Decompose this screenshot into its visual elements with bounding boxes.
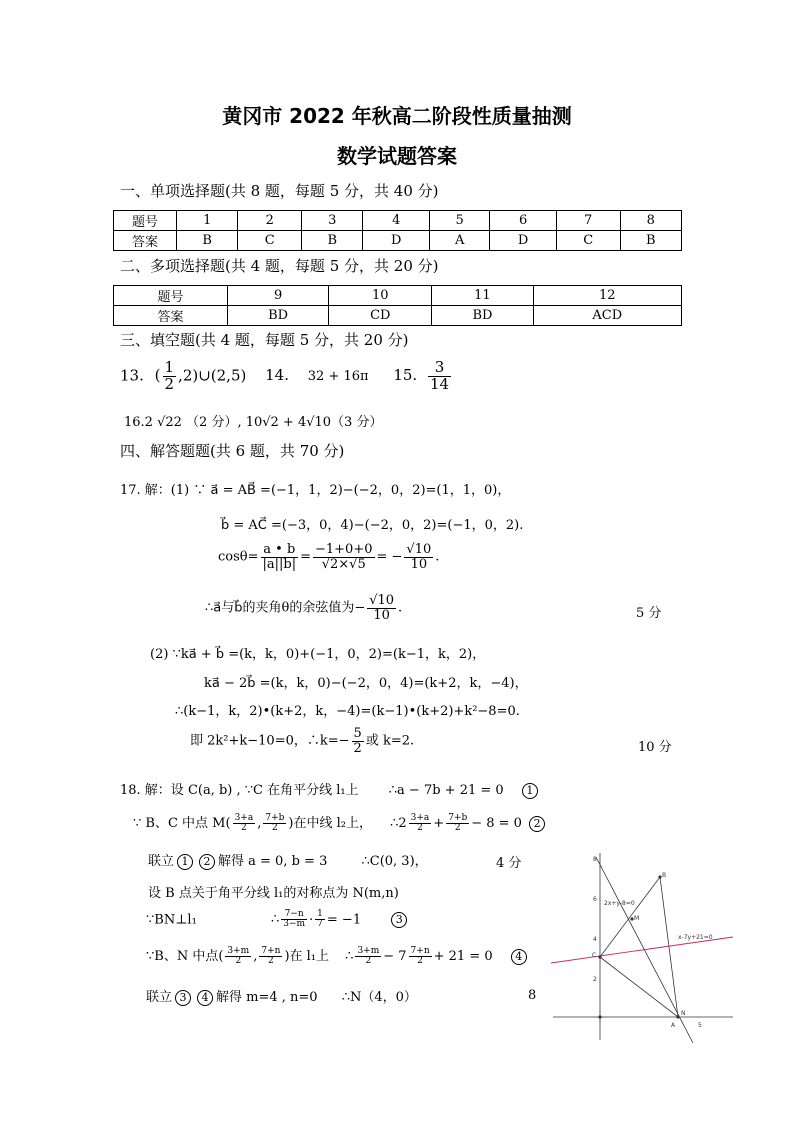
frac-num: 3+m <box>227 945 250 956</box>
p18-l2-b: )在中线 l₂上， <box>288 816 372 831</box>
q15-den: 14 <box>429 374 450 393</box>
x-tick-5: 5 <box>698 1022 702 1029</box>
table-cell: 1 <box>177 211 238 231</box>
table-header-cell: 题号 <box>114 211 177 231</box>
line2-label: 2x+y-8=0 <box>604 900 635 907</box>
table-row <box>114 306 682 326</box>
p18-line2: ∵ B、C 中点 M( $\frac{3+a}{2}$ , $\frac{7+b}{2}$ )在中线 l₂上， ∴2 $\frac{3+a}{2}$ + $\frac{7+b}{2}$ − 8 = 0 2 <box>133 812 548 833</box>
table-header-cell: 题号 <box>114 286 228 306</box>
p18-l6-c: ∴ <box>345 949 354 964</box>
solve-suffix: 或 k=2. <box>365 733 415 749</box>
q13-label: 13. <box>120 366 144 385</box>
frac-num: 3+a <box>410 812 430 823</box>
table-row <box>114 231 682 251</box>
q15-fraction <box>428 360 451 393</box>
p18-l6-d: − 7 <box>383 949 407 964</box>
frac-den: 7 <box>317 919 323 930</box>
p18-line1 <box>120 779 541 799</box>
conclusion-fraction <box>367 594 396 622</box>
cos-fraction-2 <box>313 543 375 571</box>
table-cell: 5 <box>429 211 489 231</box>
table-cell: ACD <box>533 306 681 326</box>
frac-num: a • b <box>261 543 299 558</box>
table-cell: B <box>620 231 681 251</box>
p18-line5 <box>146 910 410 930</box>
frac-den: |a||b| <box>262 556 297 572</box>
p18-l5-b: ∴ <box>270 912 280 928</box>
point-N <box>676 1015 679 1018</box>
frac-num: 7+b <box>448 812 468 823</box>
q14-label: 14. <box>265 366 289 385</box>
frac-num: 3+a <box>234 812 254 823</box>
label-C: C <box>592 952 597 959</box>
y-tick-8: 8 <box>593 856 597 863</box>
coordinate-figure <box>548 845 738 1045</box>
q14-answer: 32 + 16π <box>307 369 369 385</box>
table-header-cell: 答案 <box>114 306 228 326</box>
frac-den: 2 <box>454 823 461 833</box>
table-cell: D <box>363 231 429 251</box>
frac-num: 7+n <box>410 945 430 956</box>
circled-number: 1 <box>522 783 538 799</box>
p17-line2: b⃗ = AC⃗ =(−3，0，4)−(−2，0，2)=(−1，0，2). <box>221 518 524 533</box>
table-cell: B <box>302 231 363 251</box>
multi-choice-table <box>113 285 682 326</box>
line-CA <box>600 957 678 1017</box>
q15-label: 15. <box>393 366 418 385</box>
q16-answer: 16.2 √22 （2 分）, 10√2 + 4√10（3 分） <box>124 415 383 430</box>
q13-den: 2 <box>164 374 175 393</box>
frac-den: 2 <box>417 956 423 966</box>
frac-num: 7+n <box>261 945 281 956</box>
page-title: 黄冈市 2022 年秋高二阶段性质量抽测 <box>222 104 572 128</box>
p18-l2-a: ∵ B、C 中点 M( <box>133 816 231 831</box>
table-cell: 3 <box>302 211 363 231</box>
table-cell: 2 <box>238 211 302 231</box>
table-cell: 6 <box>490 211 556 231</box>
p18-l7-c: ∴N（4，0） <box>341 990 417 1005</box>
frac-num: 7+b <box>265 812 285 823</box>
p18-l1-text: 18. 解：设 C(a, b) , ∵C 在角平分线 l₁上 <box>120 783 359 798</box>
label-B: B <box>662 872 667 879</box>
origin <box>598 1015 601 1018</box>
p18-l2-d: + <box>433 816 445 831</box>
frac-num: √10 <box>369 593 395 608</box>
cos-fraction-3 <box>404 543 433 571</box>
frac-den: 2 <box>353 740 362 756</box>
section-multi-choice: 二、多项选择题(共 4 题，每题 5 分，共 20 分) <box>120 257 439 275</box>
p18-score-1: 4 分 <box>496 856 522 871</box>
table-cell: C <box>556 231 620 251</box>
frac-num: 5 <box>353 726 362 741</box>
p18-l6-b: )在 l₁上 <box>284 949 330 964</box>
p18-l6-a: ∵B、N 中点( <box>146 949 224 964</box>
table-row <box>114 211 682 231</box>
p17-line7: ∴(k−1，k，2)•(k+2，k，−4)=(k−1)•(k+2)+k²−8=0. <box>175 704 520 719</box>
q13-num: 1 <box>164 358 175 376</box>
solve-prefix: 即 2k²+k−10=0，∴k=− <box>190 733 350 749</box>
solve-fraction <box>352 727 364 755</box>
frac-den: √2×√5 <box>321 556 366 572</box>
frac <box>409 947 432 967</box>
y-tick-6: 6 <box>593 896 597 903</box>
p17-cos-line: cosθ= $\frac{a • b}{|a||b|}$ = $\frac{-1+0+0}{√2\times√5}$ = − $\frac{√10}{10}$ . <box>218 542 440 572</box>
frac-den: 2 <box>241 823 247 833</box>
cos-fraction-1 <box>261 543 299 571</box>
line-CB <box>600 877 660 957</box>
p18-l1-eq: ∴a − 7b + 21 = 0 <box>388 783 504 798</box>
line1-label: x-7y+21=0 <box>678 934 713 941</box>
frac-den: 2 <box>235 956 242 966</box>
p18-line3 <box>148 850 428 870</box>
q15-num: 3 <box>428 360 451 377</box>
p17-line5: (2) ∵ka⃗ + b⃗ =(k，k，0)+(−1，0，2)=(k−1，k，2)， <box>150 647 486 662</box>
frac <box>233 814 256 834</box>
fill-answers-row <box>120 360 453 393</box>
p18-line7 <box>146 986 417 1006</box>
frac-den: 3−m <box>283 919 306 930</box>
conclusion-prefix: ∴a⃗与b⃗的夹角θ的余弦值为− <box>205 600 366 616</box>
frac-den: 2 <box>365 956 372 966</box>
table-cell: CD <box>329 306 432 326</box>
y-tick-4: 4 <box>593 936 597 943</box>
table-cell: 9 <box>228 286 329 306</box>
p18-l6-e: + 21 = 0 <box>433 949 493 964</box>
p17-line8 <box>190 727 414 755</box>
p18-l7-a: 联立 <box>146 990 173 1005</box>
frac <box>446 814 469 834</box>
circled-number: 2 <box>199 854 215 870</box>
q13-pre: ( <box>154 366 161 385</box>
frac-den: 2 <box>271 823 278 833</box>
table-cell: 11 <box>432 286 533 306</box>
label-N: N <box>681 1010 686 1017</box>
cos-end: . <box>435 549 440 565</box>
p17-score-2: 10 分 <box>638 740 672 755</box>
circled-number: 4 <box>197 990 213 1006</box>
p18-l2-e: − 8 = 0 <box>471 816 522 831</box>
p18-l5-c: · <box>309 912 314 928</box>
p17-line1: 17. 解：(1) ∵ a⃗ = AB⃗ =(−1，1，2)−(−2，0，2)=(1，1，0)， <box>120 483 511 498</box>
table-cell: 10 <box>329 286 432 306</box>
conclusion-end: . <box>398 600 403 616</box>
frac-den: 2 <box>268 956 274 966</box>
table-cell: BD <box>228 306 329 326</box>
circled-number: 2 <box>529 816 545 832</box>
frac-den: 10 <box>373 607 390 623</box>
p18-l5-a: ∵BN⊥l₁ <box>146 912 197 928</box>
p18-l7-b: 解得 m=4 , n=0 <box>216 990 318 1005</box>
page-subtitle: 数学试题答案 <box>337 144 457 168</box>
p17-score-1: 5 分 <box>636 606 662 621</box>
table-cell: D <box>490 231 556 251</box>
q13-post: ,2)∪(2,5) <box>178 366 247 385</box>
p18-l5-d: = −1 <box>326 912 362 928</box>
table-cell: B <box>177 231 238 251</box>
frac <box>281 910 307 930</box>
p18-line4: 设 B 点关于角平分线 l₁的对称点为 N(m,n) <box>148 886 399 901</box>
frac-num: √10 <box>406 542 432 557</box>
section-fill-blank: 三、填空题(共 4 题，每题 5 分，共 20 分) <box>120 331 409 349</box>
cos-prefix: cosθ= <box>218 549 259 565</box>
frac <box>315 910 325 930</box>
frac-num: −1+0+0 <box>315 542 373 557</box>
p17-line6: ka⃗ − 2b⃗ =(k，k，0)−(−2，0，4)=(k+2，k，−4)， <box>204 676 528 691</box>
table-cell: A <box>429 231 489 251</box>
frac-num: 1 <box>317 909 323 919</box>
p18-l3-a: 联立 <box>148 854 175 869</box>
label-A: A <box>671 1022 676 1029</box>
circled-number: 3 <box>391 912 407 928</box>
p18-l2-c: ∴2 <box>390 816 407 831</box>
table-cell: 4 <box>363 211 429 231</box>
frac-num: 3+m <box>357 945 380 956</box>
frac <box>409 814 432 834</box>
frac <box>355 947 381 967</box>
frac-den: 10 <box>410 556 428 572</box>
circled-number: 3 <box>175 990 191 1006</box>
table-cell: BD <box>432 306 533 326</box>
p18-score-2: 8 <box>528 988 537 1003</box>
frac <box>225 947 251 967</box>
p18-l3-b: 解得 a = 0, b = 3 <box>218 854 328 869</box>
table-cell: 7 <box>556 211 620 231</box>
frac <box>263 814 286 834</box>
circled-number: 1 <box>177 854 193 870</box>
frac-den: 2 <box>417 823 423 833</box>
label-M: M <box>634 915 640 922</box>
point-C <box>598 955 601 958</box>
table-row <box>114 286 682 306</box>
table-header-cell: 答案 <box>114 231 177 251</box>
q13-fraction <box>163 360 177 393</box>
cos-mid: = − <box>376 549 403 565</box>
p18-l3-c: ∴C(0, 3)， <box>361 854 428 869</box>
frac <box>259 947 282 967</box>
single-choice-table <box>113 210 682 251</box>
circled-number: 4 <box>511 949 527 965</box>
p18-line6: ∵B、N 中点( $\frac{3+m}{2}$ , $\frac{7+n}{2}$ )在 l₁上 ∴ $\frac{3+m}{2}$ − 7 $\frac{7+n}{2}$ + 21 = 0 4 <box>146 945 530 966</box>
y-tick-2: 2 <box>593 976 597 983</box>
table-cell: 12 <box>533 286 681 306</box>
section-solutions: 四、解答题题(共 6 题，共 70 分) <box>120 442 345 460</box>
section-single-choice: 一、单项选择题(共 8 题，每题 5 分，共 40 分) <box>120 182 439 200</box>
table-cell: 8 <box>620 211 681 231</box>
p17-line4 <box>205 594 402 622</box>
table-cell: C <box>238 231 302 251</box>
frac-num: 7−n <box>281 910 307 920</box>
